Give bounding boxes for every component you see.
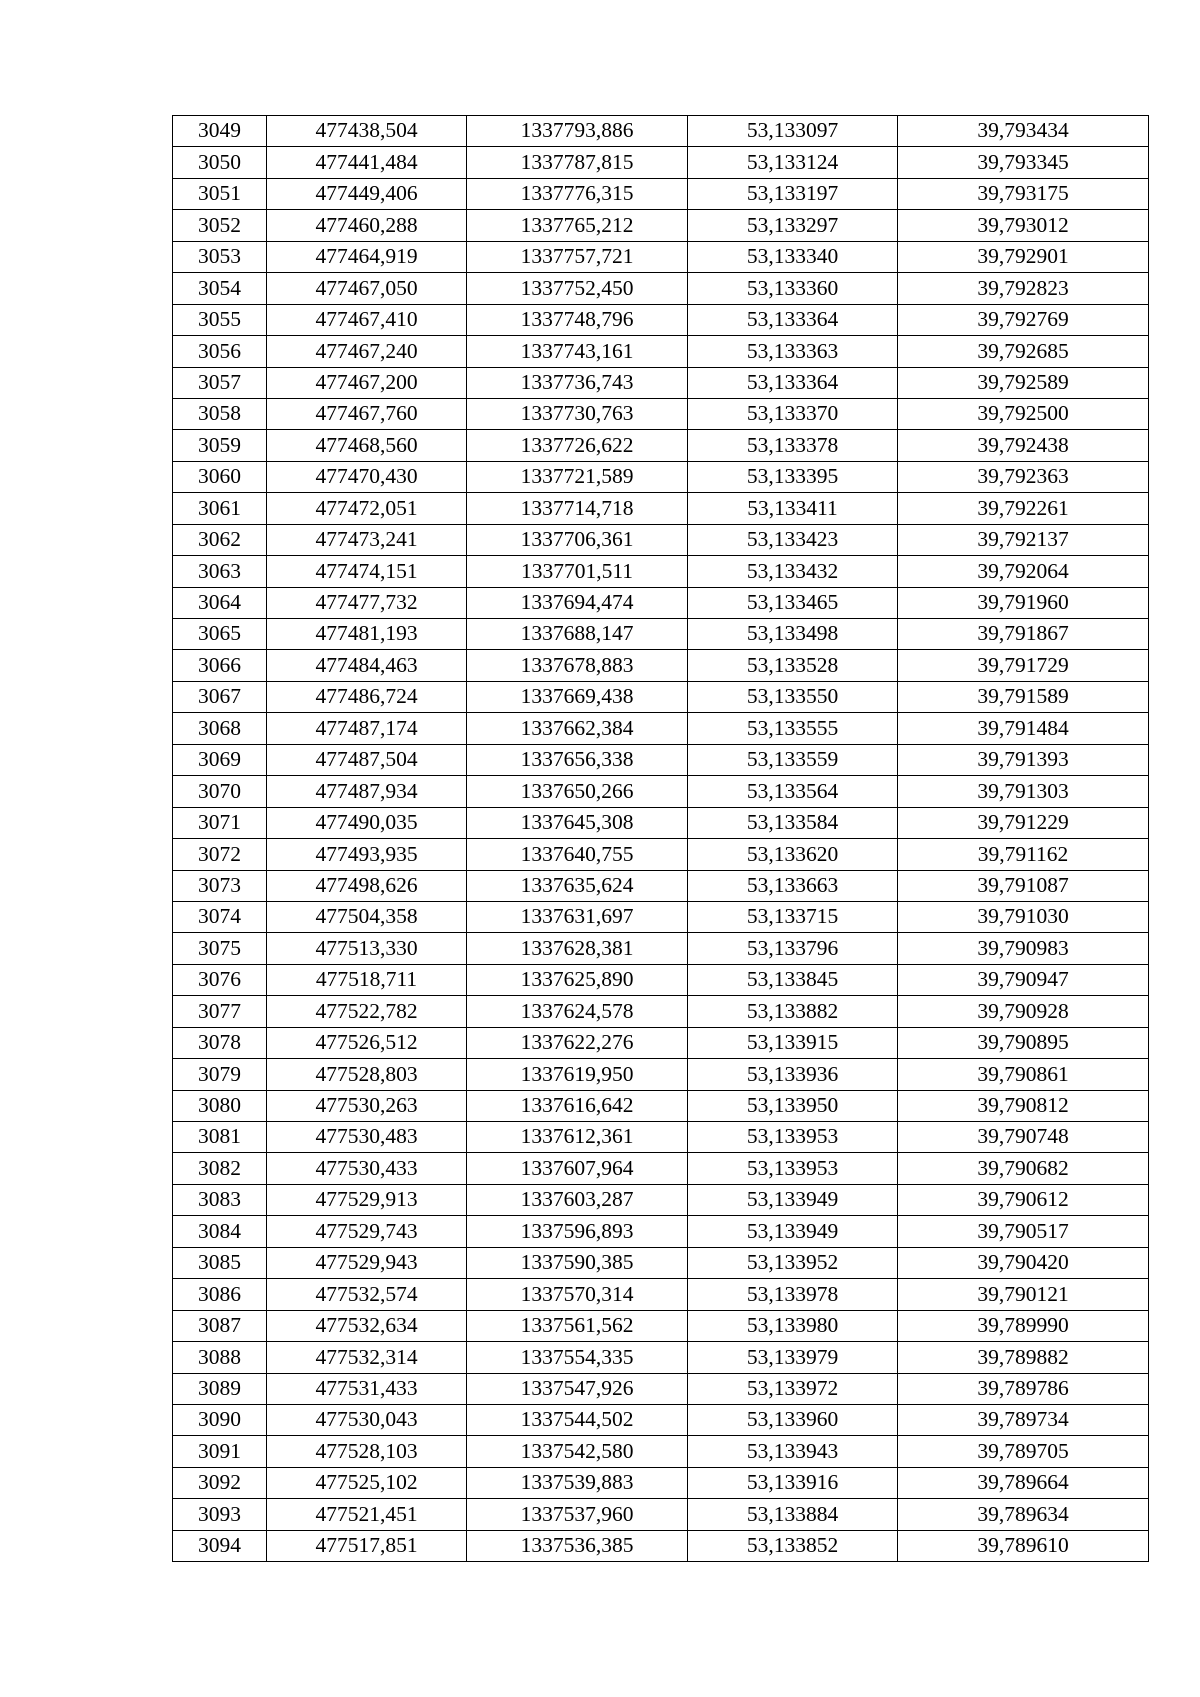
y-coordinate-cell: 1337721,589 — [467, 461, 688, 492]
latitude-cell: 53,133978 — [688, 1279, 898, 1310]
latitude-cell: 53,133953 — [688, 1153, 898, 1184]
x-coordinate-cell: 477481,193 — [267, 619, 467, 650]
point-number-cell: 3072 — [173, 839, 267, 870]
latitude-cell: 53,133364 — [688, 367, 898, 398]
y-coordinate-cell: 1337537,960 — [467, 1499, 688, 1530]
latitude-cell: 53,133097 — [688, 116, 898, 147]
table-row — [173, 650, 1149, 681]
y-coordinate-cell: 1337645,308 — [467, 807, 688, 838]
point-number-cell: 3080 — [173, 1090, 267, 1121]
longitude-cell: 39,793012 — [898, 210, 1149, 241]
point-number-cell: 3092 — [173, 1467, 267, 1498]
y-coordinate-cell: 1337714,718 — [467, 493, 688, 524]
y-coordinate-cell: 1337603,287 — [467, 1184, 688, 1215]
point-number-cell: 3071 — [173, 807, 267, 838]
longitude-cell: 39,789664 — [898, 1467, 1149, 1498]
latitude-cell: 53,133297 — [688, 210, 898, 241]
table-row — [173, 241, 1149, 272]
y-coordinate-cell: 1337765,212 — [467, 210, 688, 241]
x-coordinate-cell: 477438,504 — [267, 116, 467, 147]
point-number-cell: 3086 — [173, 1279, 267, 1310]
longitude-cell: 39,793175 — [898, 178, 1149, 209]
longitude-cell: 39,789610 — [898, 1530, 1149, 1561]
latitude-cell: 53,133972 — [688, 1373, 898, 1404]
point-number-cell: 3094 — [173, 1530, 267, 1561]
point-number-cell: 3082 — [173, 1153, 267, 1184]
point-number-cell: 3083 — [173, 1184, 267, 1215]
latitude-cell: 53,133980 — [688, 1310, 898, 1341]
longitude-cell: 39,790947 — [898, 964, 1149, 995]
latitude-cell: 53,133498 — [688, 619, 898, 650]
x-coordinate-cell: 477528,103 — [267, 1436, 467, 1467]
longitude-cell: 39,791162 — [898, 839, 1149, 870]
latitude-cell: 53,133340 — [688, 241, 898, 272]
table-row — [173, 776, 1149, 807]
point-number-cell: 3061 — [173, 493, 267, 524]
table-row — [173, 1342, 1149, 1373]
table-row — [173, 1530, 1149, 1561]
longitude-cell: 39,789734 — [898, 1404, 1149, 1435]
y-coordinate-cell: 1337640,755 — [467, 839, 688, 870]
latitude-cell: 53,133952 — [688, 1247, 898, 1278]
point-number-cell: 3084 — [173, 1216, 267, 1247]
table-row — [173, 430, 1149, 461]
x-coordinate-cell: 477529,943 — [267, 1247, 467, 1278]
point-number-cell: 3050 — [173, 147, 267, 178]
table-row — [173, 933, 1149, 964]
y-coordinate-cell: 1337547,926 — [467, 1373, 688, 1404]
point-number-cell: 3049 — [173, 116, 267, 147]
longitude-cell: 39,791867 — [898, 619, 1149, 650]
y-coordinate-cell: 1337561,562 — [467, 1310, 688, 1341]
longitude-cell: 39,791087 — [898, 870, 1149, 901]
longitude-cell: 39,790612 — [898, 1184, 1149, 1215]
latitude-cell: 53,133663 — [688, 870, 898, 901]
table-row — [173, 1467, 1149, 1498]
table-row — [173, 681, 1149, 712]
point-number-cell: 3063 — [173, 556, 267, 587]
longitude-cell: 39,790517 — [898, 1216, 1149, 1247]
x-coordinate-cell: 477467,240 — [267, 336, 467, 367]
table-row — [173, 1059, 1149, 1090]
longitude-cell: 39,793434 — [898, 116, 1149, 147]
latitude-cell: 53,133559 — [688, 744, 898, 775]
latitude-cell: 53,133564 — [688, 776, 898, 807]
longitude-cell: 39,791030 — [898, 901, 1149, 932]
longitude-cell: 39,791960 — [898, 587, 1149, 618]
longitude-cell: 39,792500 — [898, 398, 1149, 429]
point-number-cell: 3078 — [173, 1027, 267, 1058]
x-coordinate-cell: 477467,410 — [267, 304, 467, 335]
latitude-cell: 53,133936 — [688, 1059, 898, 1090]
longitude-cell: 39,792261 — [898, 493, 1149, 524]
x-coordinate-cell: 477531,433 — [267, 1373, 467, 1404]
point-number-cell: 3089 — [173, 1373, 267, 1404]
x-coordinate-cell: 477487,174 — [267, 713, 467, 744]
x-coordinate-cell: 477526,512 — [267, 1027, 467, 1058]
table-row — [173, 1090, 1149, 1121]
point-number-cell: 3065 — [173, 619, 267, 650]
table-row — [173, 556, 1149, 587]
x-coordinate-cell: 477487,934 — [267, 776, 467, 807]
x-coordinate-cell: 477470,430 — [267, 461, 467, 492]
longitude-cell: 39,792769 — [898, 304, 1149, 335]
y-coordinate-cell: 1337631,697 — [467, 901, 688, 932]
x-coordinate-cell: 477518,711 — [267, 964, 467, 995]
table-row — [173, 839, 1149, 870]
table-row — [173, 1436, 1149, 1467]
y-coordinate-cell: 1337743,161 — [467, 336, 688, 367]
longitude-cell: 39,791589 — [898, 681, 1149, 712]
y-coordinate-cell: 1337628,381 — [467, 933, 688, 964]
x-coordinate-cell: 477484,463 — [267, 650, 467, 681]
longitude-cell: 39,792137 — [898, 524, 1149, 555]
x-coordinate-cell: 477525,102 — [267, 1467, 467, 1498]
x-coordinate-cell: 477441,484 — [267, 147, 467, 178]
point-number-cell: 3062 — [173, 524, 267, 555]
y-coordinate-cell: 1337596,893 — [467, 1216, 688, 1247]
y-coordinate-cell: 1337635,624 — [467, 870, 688, 901]
latitude-cell: 53,133953 — [688, 1122, 898, 1153]
latitude-cell: 53,133960 — [688, 1404, 898, 1435]
table-row — [173, 587, 1149, 618]
latitude-cell: 53,133852 — [688, 1530, 898, 1561]
y-coordinate-cell: 1337726,622 — [467, 430, 688, 461]
latitude-cell: 53,133950 — [688, 1090, 898, 1121]
table-row — [173, 1404, 1149, 1435]
point-number-cell: 3055 — [173, 304, 267, 335]
y-coordinate-cell: 1337544,502 — [467, 1404, 688, 1435]
x-coordinate-cell: 477464,919 — [267, 241, 467, 272]
y-coordinate-cell: 1337607,964 — [467, 1153, 688, 1184]
latitude-cell: 53,133370 — [688, 398, 898, 429]
longitude-cell: 39,790812 — [898, 1090, 1149, 1121]
point-number-cell: 3079 — [173, 1059, 267, 1090]
y-coordinate-cell: 1337706,361 — [467, 524, 688, 555]
table-row — [173, 1310, 1149, 1341]
table-row — [173, 713, 1149, 744]
latitude-cell: 53,133124 — [688, 147, 898, 178]
y-coordinate-cell: 1337590,385 — [467, 1247, 688, 1278]
y-coordinate-cell: 1337730,763 — [467, 398, 688, 429]
longitude-cell: 39,791229 — [898, 807, 1149, 838]
y-coordinate-cell: 1337612,361 — [467, 1122, 688, 1153]
longitude-cell: 39,792363 — [898, 461, 1149, 492]
x-coordinate-cell: 477530,043 — [267, 1404, 467, 1435]
point-number-cell: 3066 — [173, 650, 267, 681]
latitude-cell: 53,133715 — [688, 901, 898, 932]
x-coordinate-cell: 477460,288 — [267, 210, 467, 241]
longitude-cell: 39,792064 — [898, 556, 1149, 587]
x-coordinate-cell: 477513,330 — [267, 933, 467, 964]
table-row — [173, 1499, 1149, 1530]
table-row — [173, 744, 1149, 775]
table-row — [173, 807, 1149, 838]
longitude-cell: 39,792685 — [898, 336, 1149, 367]
table-row — [173, 1153, 1149, 1184]
latitude-cell: 53,133916 — [688, 1467, 898, 1498]
x-coordinate-cell: 477498,626 — [267, 870, 467, 901]
y-coordinate-cell: 1337688,147 — [467, 619, 688, 650]
x-coordinate-cell: 477530,433 — [267, 1153, 467, 1184]
table-row — [173, 1279, 1149, 1310]
table-row — [173, 1216, 1149, 1247]
x-coordinate-cell: 477532,574 — [267, 1279, 467, 1310]
longitude-cell: 39,790682 — [898, 1153, 1149, 1184]
x-coordinate-cell: 477473,241 — [267, 524, 467, 555]
latitude-cell: 53,133845 — [688, 964, 898, 995]
y-coordinate-cell: 1337656,338 — [467, 744, 688, 775]
latitude-cell: 53,133465 — [688, 587, 898, 618]
longitude-cell: 39,791729 — [898, 650, 1149, 681]
y-coordinate-cell: 1337536,385 — [467, 1530, 688, 1561]
point-number-cell: 3087 — [173, 1310, 267, 1341]
table-row — [173, 147, 1149, 178]
x-coordinate-cell: 477521,451 — [267, 1499, 467, 1530]
y-coordinate-cell: 1337554,335 — [467, 1342, 688, 1373]
latitude-cell: 53,133197 — [688, 178, 898, 209]
point-number-cell: 3060 — [173, 461, 267, 492]
point-number-cell: 3054 — [173, 273, 267, 304]
point-number-cell: 3064 — [173, 587, 267, 618]
latitude-cell: 53,133411 — [688, 493, 898, 524]
longitude-cell: 39,791484 — [898, 713, 1149, 744]
coordinates-table — [172, 115, 1149, 1562]
y-coordinate-cell: 1337570,314 — [467, 1279, 688, 1310]
latitude-cell: 53,133979 — [688, 1342, 898, 1373]
x-coordinate-cell: 477467,760 — [267, 398, 467, 429]
table-row — [173, 273, 1149, 304]
point-number-cell: 3057 — [173, 367, 267, 398]
x-coordinate-cell: 477532,314 — [267, 1342, 467, 1373]
latitude-cell: 53,133620 — [688, 839, 898, 870]
point-number-cell: 3081 — [173, 1122, 267, 1153]
longitude-cell: 39,790121 — [898, 1279, 1149, 1310]
latitude-cell: 53,133796 — [688, 933, 898, 964]
table-row — [173, 398, 1149, 429]
point-number-cell: 3069 — [173, 744, 267, 775]
y-coordinate-cell: 1337625,890 — [467, 964, 688, 995]
x-coordinate-cell: 477487,504 — [267, 744, 467, 775]
x-coordinate-cell: 477472,051 — [267, 493, 467, 524]
y-coordinate-cell: 1337701,511 — [467, 556, 688, 587]
longitude-cell: 39,790895 — [898, 1027, 1149, 1058]
latitude-cell: 53,133378 — [688, 430, 898, 461]
point-number-cell: 3093 — [173, 1499, 267, 1530]
longitude-cell: 39,790748 — [898, 1122, 1149, 1153]
longitude-cell: 39,790861 — [898, 1059, 1149, 1090]
latitude-cell: 53,133432 — [688, 556, 898, 587]
table-row — [173, 304, 1149, 335]
table-row — [173, 1184, 1149, 1215]
longitude-cell: 39,790983 — [898, 933, 1149, 964]
latitude-cell: 53,133363 — [688, 336, 898, 367]
y-coordinate-cell: 1337662,384 — [467, 713, 688, 744]
latitude-cell: 53,133915 — [688, 1027, 898, 1058]
x-coordinate-cell: 477474,151 — [267, 556, 467, 587]
longitude-cell: 39,792438 — [898, 430, 1149, 461]
longitude-cell: 39,791393 — [898, 744, 1149, 775]
table-row — [173, 1027, 1149, 1058]
y-coordinate-cell: 1337539,883 — [467, 1467, 688, 1498]
table-row — [173, 1122, 1149, 1153]
latitude-cell: 53,133884 — [688, 1499, 898, 1530]
point-number-cell: 3056 — [173, 336, 267, 367]
x-coordinate-cell: 477467,050 — [267, 273, 467, 304]
point-number-cell: 3067 — [173, 681, 267, 712]
latitude-cell: 53,133423 — [688, 524, 898, 555]
x-coordinate-cell: 477522,782 — [267, 996, 467, 1027]
y-coordinate-cell: 1337624,578 — [467, 996, 688, 1027]
point-number-cell: 3075 — [173, 933, 267, 964]
y-coordinate-cell: 1337678,883 — [467, 650, 688, 681]
y-coordinate-cell: 1337793,886 — [467, 116, 688, 147]
y-coordinate-cell: 1337748,796 — [467, 304, 688, 335]
y-coordinate-cell: 1337776,315 — [467, 178, 688, 209]
point-number-cell: 3085 — [173, 1247, 267, 1278]
latitude-cell: 53,133949 — [688, 1216, 898, 1247]
longitude-cell: 39,789990 — [898, 1310, 1149, 1341]
table-row — [173, 524, 1149, 555]
longitude-cell: 39,793345 — [898, 147, 1149, 178]
longitude-cell: 39,792823 — [898, 273, 1149, 304]
longitude-cell: 39,789882 — [898, 1342, 1149, 1373]
point-number-cell: 3051 — [173, 178, 267, 209]
point-number-cell: 3052 — [173, 210, 267, 241]
x-coordinate-cell: 477490,035 — [267, 807, 467, 838]
x-coordinate-cell: 477532,634 — [267, 1310, 467, 1341]
point-number-cell: 3053 — [173, 241, 267, 272]
x-coordinate-cell: 477530,263 — [267, 1090, 467, 1121]
longitude-cell: 39,792589 — [898, 367, 1149, 398]
y-coordinate-cell: 1337650,266 — [467, 776, 688, 807]
latitude-cell: 53,133395 — [688, 461, 898, 492]
point-number-cell: 3076 — [173, 964, 267, 995]
y-coordinate-cell: 1337622,276 — [467, 1027, 688, 1058]
table-row — [173, 336, 1149, 367]
x-coordinate-cell: 477504,358 — [267, 901, 467, 932]
latitude-cell: 53,133882 — [688, 996, 898, 1027]
x-coordinate-cell: 477529,913 — [267, 1184, 467, 1215]
table-row — [173, 964, 1149, 995]
y-coordinate-cell: 1337736,743 — [467, 367, 688, 398]
latitude-cell: 53,133528 — [688, 650, 898, 681]
point-number-cell: 3090 — [173, 1404, 267, 1435]
x-coordinate-cell: 477493,935 — [267, 839, 467, 870]
longitude-cell: 39,791303 — [898, 776, 1149, 807]
y-coordinate-cell: 1337787,815 — [467, 147, 688, 178]
point-number-cell: 3058 — [173, 398, 267, 429]
point-number-cell: 3070 — [173, 776, 267, 807]
table-row — [173, 619, 1149, 650]
table-row — [173, 996, 1149, 1027]
longitude-cell: 39,790928 — [898, 996, 1149, 1027]
x-coordinate-cell: 477477,732 — [267, 587, 467, 618]
latitude-cell: 53,133943 — [688, 1436, 898, 1467]
x-coordinate-cell: 477517,851 — [267, 1530, 467, 1561]
y-coordinate-cell: 1337752,450 — [467, 273, 688, 304]
point-number-cell: 3077 — [173, 996, 267, 1027]
point-number-cell: 3074 — [173, 901, 267, 932]
x-coordinate-cell: 477528,803 — [267, 1059, 467, 1090]
latitude-cell: 53,133550 — [688, 681, 898, 712]
x-coordinate-cell: 477530,483 — [267, 1122, 467, 1153]
latitude-cell: 53,133555 — [688, 713, 898, 744]
table-row — [173, 116, 1149, 147]
y-coordinate-cell: 1337669,438 — [467, 681, 688, 712]
y-coordinate-cell: 1337694,474 — [467, 587, 688, 618]
x-coordinate-cell: 477467,200 — [267, 367, 467, 398]
latitude-cell: 53,133949 — [688, 1184, 898, 1215]
coordinates-table-body — [173, 116, 1149, 1562]
x-coordinate-cell: 477468,560 — [267, 430, 467, 461]
x-coordinate-cell: 477529,743 — [267, 1216, 467, 1247]
longitude-cell: 39,790420 — [898, 1247, 1149, 1278]
point-number-cell: 3088 — [173, 1342, 267, 1373]
latitude-cell: 53,133364 — [688, 304, 898, 335]
table-row — [173, 870, 1149, 901]
table-row — [173, 178, 1149, 209]
table-row — [173, 1247, 1149, 1278]
point-number-cell: 3059 — [173, 430, 267, 461]
latitude-cell: 53,133584 — [688, 807, 898, 838]
point-number-cell: 3073 — [173, 870, 267, 901]
x-coordinate-cell: 477486,724 — [267, 681, 467, 712]
table-row — [173, 210, 1149, 241]
longitude-cell: 39,789705 — [898, 1436, 1149, 1467]
table-row — [173, 367, 1149, 398]
x-coordinate-cell: 477449,406 — [267, 178, 467, 209]
latitude-cell: 53,133360 — [688, 273, 898, 304]
y-coordinate-cell: 1337757,721 — [467, 241, 688, 272]
table-row — [173, 901, 1149, 932]
y-coordinate-cell: 1337619,950 — [467, 1059, 688, 1090]
y-coordinate-cell: 1337616,642 — [467, 1090, 688, 1121]
table-row — [173, 461, 1149, 492]
longitude-cell: 39,789786 — [898, 1373, 1149, 1404]
point-number-cell: 3068 — [173, 713, 267, 744]
table-row — [173, 1373, 1149, 1404]
longitude-cell: 39,792901 — [898, 241, 1149, 272]
y-coordinate-cell: 1337542,580 — [467, 1436, 688, 1467]
longitude-cell: 39,789634 — [898, 1499, 1149, 1530]
table-row — [173, 493, 1149, 524]
point-number-cell: 3091 — [173, 1436, 267, 1467]
